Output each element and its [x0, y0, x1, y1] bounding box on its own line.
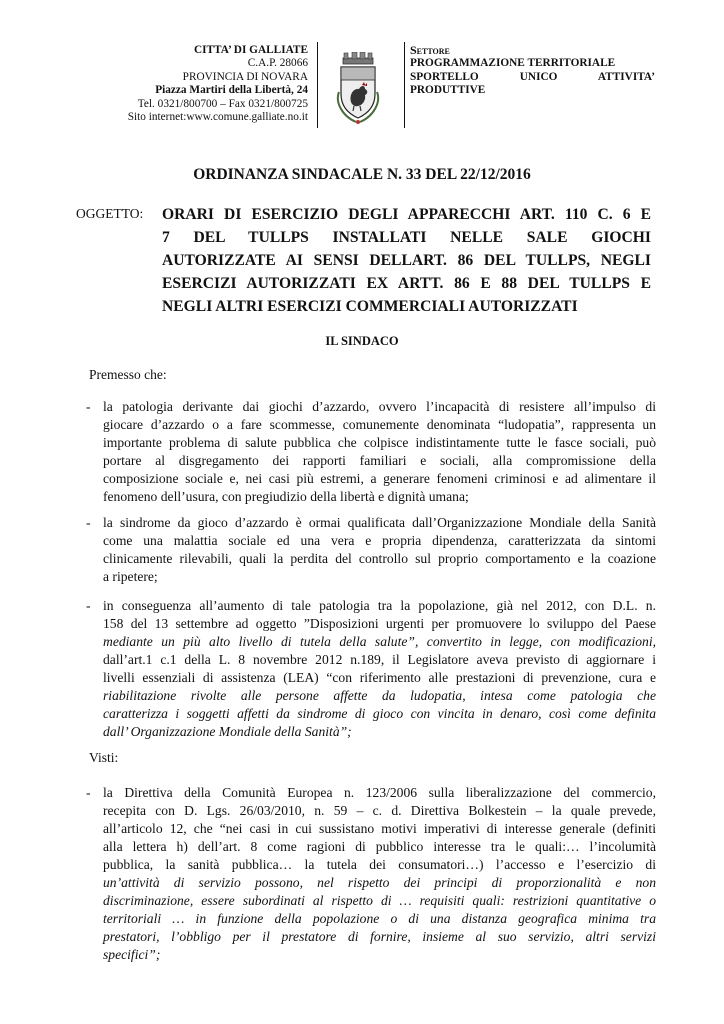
paragraph-line: prestatori, l’obbligo per il prestatore di fornire, insieme al suo servizio, altri servizi	[103, 929, 656, 944]
bullet-dash: -	[86, 399, 91, 414]
website: Sito internet:www.comune.galliate.no.it	[127, 111, 308, 124]
department-sector: Settore	[410, 43, 450, 57]
subject-line: ORARI DI ESERCIZIO DEGLI APPARECCHI ART. 110 C. 6 E	[162, 206, 651, 223]
bullet-dash: -	[86, 515, 91, 530]
ordinance-title: ORDINANZA SINDACALE N. 33 DEL 22/12/2016	[193, 166, 531, 183]
subject-line: AUTORIZZATE AI SENSI DELLART. 86 DEL TULLPS, NEGLI	[162, 252, 651, 269]
department-office: SPORTELLO UNICO ATTIVITA’	[410, 70, 655, 83]
paragraph-line: composizione sociale e, nei casi più estremi, a generare fenomeni criminosi e ad alimentare il	[103, 471, 656, 486]
subject-line: 7 DEL TULLPS INSTALLATI NELLE SALE GIOCHI	[162, 229, 651, 246]
paragraph-line: alla lettera h) dell’art. 8 come ragioni di pubblico interesse tra le quali:… l’incolumità	[103, 839, 656, 854]
paragraph-line: la patologia derivante dai giochi d’azzardo, ovvero l’incapacità di resistere all’impulso di	[103, 399, 656, 414]
paragraph-line: come una malattia sociale ed una vera e propria dipendenza, caratterizzata da sintomi	[103, 533, 656, 548]
header-divider-left	[317, 42, 318, 128]
postal-code: C.A.P. 28066	[247, 57, 308, 70]
department-block	[410, 44, 655, 98]
paragraph-line: livelli essenziali di assistenza (LEA) “con riferimento alle prestazioni di prevenzione, cura e	[103, 670, 656, 685]
paragraph-line: giocare d’azzardo o a fare scommesse, comunemente denominata “ludopatia”, rappresenta un	[103, 417, 656, 432]
paragraph-line: fenomeno dell’usura, con pregiudizio della libertà e dignità umana;	[103, 489, 469, 504]
mayor-heading: IL SINDACO	[325, 334, 399, 348]
paragraph-line: pubblica, la sanità pubblica… la tutela dei consumatori…) l’accesso e l’esercizio di	[103, 857, 656, 872]
paragraph-direttiva	[86, 784, 656, 964]
paragraph-line: caratterizza i soggetti affetti da sindrome di gioco con vincita in denaro, così come definita	[103, 706, 656, 721]
bullet-dash: -	[86, 785, 91, 800]
paragraph-line: discriminazione, essere subordinati al rispetto di … requisiti quali: restrizioni quantitative o	[103, 893, 656, 908]
bullet-dash: -	[86, 598, 91, 613]
paragraph-line: in conseguenza all’aumento di tale patologia tra la popolazione, già nel 2012, con D.L. n.	[103, 598, 656, 613]
department-name: PROGRAMMAZIONE TERRITORIALE	[410, 57, 616, 70]
city-name: CITTA’ DI GALLIATE	[193, 44, 308, 56]
subject-text	[162, 203, 651, 318]
paragraph-line: dall’ Organizzazione Mondiale della Sanità”;	[103, 724, 352, 739]
paragraph-line: dall’art.1 c.1 della L. 8 novembre 2012 n.189, il Legislatore aveva previsto di aggiornare i	[103, 652, 656, 667]
paragraph-decreto	[86, 597, 656, 741]
paragraph-line: territoriali … in funzione della popolazione o di una distanza geografica minima tra	[103, 911, 656, 926]
paragraph-line: all’articolo 12, che “nei casi in cui sussistano motivi imperativi di interesse generale (definiti	[103, 821, 656, 836]
province-name: PROVINCIA DI NOVARA	[182, 70, 308, 83]
paragraph-line: riabilitazione rivolte alle persone affette da ludopatia, intesa come patologia che	[103, 688, 656, 703]
paragraph-line: un’attività di servizio possono, nel rispetto dei principi di proporzionalità e non	[103, 875, 656, 890]
paragraph-sindrome	[86, 514, 656, 586]
street-address: Piazza Martiri della Libertà, 24	[155, 84, 308, 97]
paragraph-line: la sindrome da gioco d’azzardo è ormai qualificata dall’Organizzazione Mondiale della Sanità	[103, 515, 656, 530]
subject-line: ESERCIZI AUTORIZZATI EX ARTT. 86 E 88 DEL TULLPS E	[162, 275, 651, 292]
department-office-cont: PRODUTTIVE	[410, 84, 486, 97]
municipality-address-block	[100, 44, 308, 124]
phone-fax: Tel. 0321/800700 – Fax 0321/800725	[137, 97, 308, 110]
paragraph-line: clinicamente rilevabili, quali la perdita del controllo sul proprio comportamento e la coazione	[103, 551, 656, 566]
paragraph-line: portare al disgregamento dei rapporti familiari e sociali, alla compromissione della	[103, 453, 656, 468]
paragraph-line: specifici”;	[103, 947, 161, 962]
subject-line: NEGLI ALTRI ESERCIZI COMMERCIALI AUTORIZZATI	[162, 298, 578, 315]
paragraph-line: importante problema di salute pubblica che colpisce indistintamente tutte le fasce sociali, può	[103, 435, 656, 450]
paragraph-line: la Direttiva della Comunità Europea n. 123/2006 sulla liberalizzazione del commercio,	[103, 785, 656, 800]
header-divider-right	[404, 42, 405, 128]
municipal-coat-of-arms-icon	[334, 52, 382, 126]
paragraph-line: a ripetere;	[103, 569, 158, 584]
paragraph-line: 158 del 13 settembre ad oggetto ”Disposizioni urgenti per promuovere lo sviluppo del Paese	[103, 616, 656, 631]
premesso-heading: Premesso che:	[89, 367, 167, 382]
paragraph-line: recepita con D. Lgs. 26/03/2010, n. 59 – c. d. Direttiva Bolkestein – la quale prevede,	[103, 803, 656, 818]
visti-heading: Visti:	[89, 750, 119, 765]
subject-label: OGGETTO:	[76, 206, 144, 221]
paragraph-ludopatia	[86, 398, 656, 506]
paragraph-line: mediante un più alto livello di tutela della salute”, convertito in legge, con modificazioni,	[103, 634, 656, 649]
